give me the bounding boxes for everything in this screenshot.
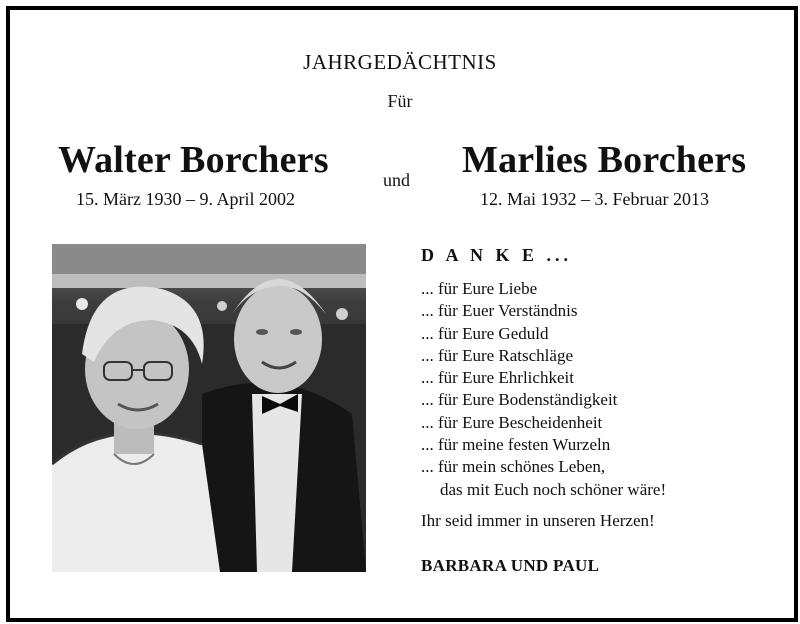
- thanks-line: ... für mein schönes Leben,: [421, 457, 606, 477]
- thanks-line-continuation: das mit Euch noch schöner wäre!: [440, 479, 667, 499]
- thanks-title: D A N K E ...: [421, 245, 573, 265]
- connector-word: und: [383, 170, 410, 190]
- couple-photo-illustration: [52, 244, 366, 572]
- closing-text: Ihr seid immer in unseren Herzen!: [421, 511, 655, 530]
- signature: BARBARA UND PAUL: [421, 556, 600, 575]
- thanks-line: ... für Eure Bescheidenheit: [421, 412, 603, 432]
- thanks-list: [421, 278, 666, 501]
- thanks-line: ... für Eure Ehrlichkeit: [421, 368, 574, 388]
- couple-photo: [52, 244, 366, 572]
- thanks-line: ... für Eure Liebe: [421, 279, 538, 298]
- thanks-line: ... für Euer Verständnis: [421, 301, 578, 321]
- thanks-line: ... für Eure Bodenständigkeit: [421, 390, 618, 410]
- person-right-dates: 12. Mai 1932 – 3. Februar 2013: [480, 189, 709, 209]
- person-right-name: Marlies Borchers: [462, 139, 747, 181]
- thanks-line: ... für Eure Ratschläge: [421, 345, 573, 365]
- notice-heading: JAHRGEDÄCHTNIS: [303, 50, 497, 74]
- person-left-name: Walter Borchers: [58, 139, 329, 181]
- thanks-line: ... für meine festen Wurzeln: [421, 435, 611, 455]
- thanks-line: ... für Eure Geduld: [421, 323, 549, 343]
- for-label: Für: [387, 91, 413, 111]
- person-left-dates: 15. März 1930 – 9. April 2002: [76, 189, 295, 209]
